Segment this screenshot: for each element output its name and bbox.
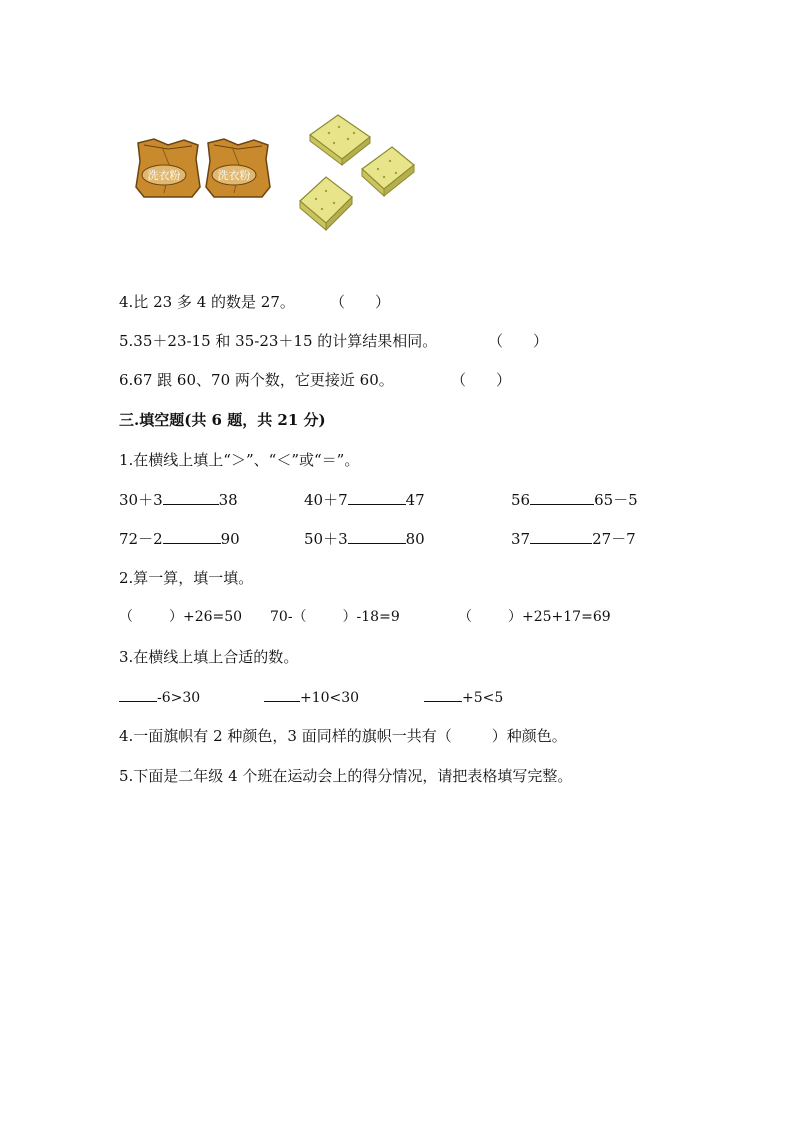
judge-item-6	[119, 370, 394, 390]
answer-blank[interactable]	[424, 687, 462, 702]
bag-label: 洗衣粉	[147, 169, 181, 182]
sponge-icon	[296, 173, 356, 233]
answer-paren[interactable]: （ ）	[451, 371, 512, 389]
paren-open: （	[119, 609, 133, 625]
judge-text: 5.35＋23-15 和 35-23＋15 的计算结果相同。	[119, 332, 438, 350]
answer-blank[interactable]	[530, 529, 592, 544]
compare-left: 72－2	[119, 530, 163, 548]
answer-blank[interactable]	[163, 490, 219, 505]
bag-label: 洗衣粉	[217, 169, 251, 182]
detergent-bag-icon	[204, 137, 272, 199]
fill-item	[119, 687, 200, 708]
answer-blank[interactable]	[264, 687, 300, 702]
answer-paren[interactable]: （ ）	[330, 293, 391, 311]
compare-left: 37	[511, 530, 531, 548]
compare-item	[304, 529, 425, 549]
judge-text: 6.67 跟 60、70 两个数，它更接近 60。	[119, 371, 394, 389]
compare-left: 56	[511, 491, 531, 509]
section-title: 三.填空题(共 6 题，共 21 分)	[119, 411, 326, 429]
fill-item	[424, 687, 503, 708]
judge-item-4	[119, 292, 295, 312]
compare-item	[511, 529, 636, 549]
question-text: 4.一面旗帜有 2 种颜色，3 面同样的旗帜一共有（	[119, 727, 452, 745]
question-4	[119, 726, 567, 746]
compare-left: 30＋3	[119, 491, 163, 509]
answer-blank[interactable]	[348, 490, 406, 505]
detergent-bag-icon	[134, 137, 202, 199]
fill-item	[270, 607, 400, 627]
question-text: ）种颜色。	[491, 727, 567, 745]
answer-blank[interactable]	[530, 490, 594, 505]
expression-rest: ）+26=50	[169, 609, 243, 625]
compare-right: 38	[218, 491, 238, 509]
expression-rest: +5<5	[462, 690, 504, 706]
compare-right: 65－5	[594, 491, 638, 509]
paren-open: （	[458, 609, 472, 625]
question-title: 2.算一算，填一填。	[119, 569, 254, 587]
judge-text: 4.比 23 多 4 的数是 27。	[119, 293, 295, 311]
expression-rest: -6>30	[157, 690, 201, 706]
compare-item	[119, 529, 240, 549]
compare-left: 50＋3	[304, 530, 348, 548]
compare-right: 90	[220, 530, 240, 548]
answer-blank[interactable]	[348, 529, 406, 544]
sponge-icon	[358, 143, 418, 201]
compare-item	[511, 490, 638, 510]
compare-item	[304, 490, 425, 510]
question-title: 1.在横线上填上“＞”、“＜”或“＝”。	[119, 451, 360, 469]
question-5: 5.下面是二年级 4 个班在运动会上的得分情况，请把表格填写完整。	[119, 767, 573, 785]
answer-blank[interactable]	[163, 529, 221, 544]
compare-right: 47	[405, 491, 425, 509]
judge-item-5	[119, 331, 437, 351]
fill-item	[119, 607, 242, 627]
compare-right: 27－7	[592, 530, 636, 548]
answer-paren[interactable]: （ ）	[488, 332, 549, 350]
expression-rest: ）+25+17=69	[508, 609, 611, 625]
expression-rest: ）-18=9	[342, 609, 400, 625]
paren-open: 70-（	[270, 609, 307, 625]
fill-item	[264, 687, 359, 708]
compare-item	[119, 490, 238, 510]
fill-item	[458, 607, 611, 627]
expression-rest: +10<30	[300, 690, 360, 706]
answer-blank[interactable]	[119, 687, 157, 702]
compare-right: 80	[405, 530, 425, 548]
compare-left: 40＋7	[304, 491, 348, 509]
question-title: 3.在横线上填上合适的数。	[119, 648, 299, 666]
